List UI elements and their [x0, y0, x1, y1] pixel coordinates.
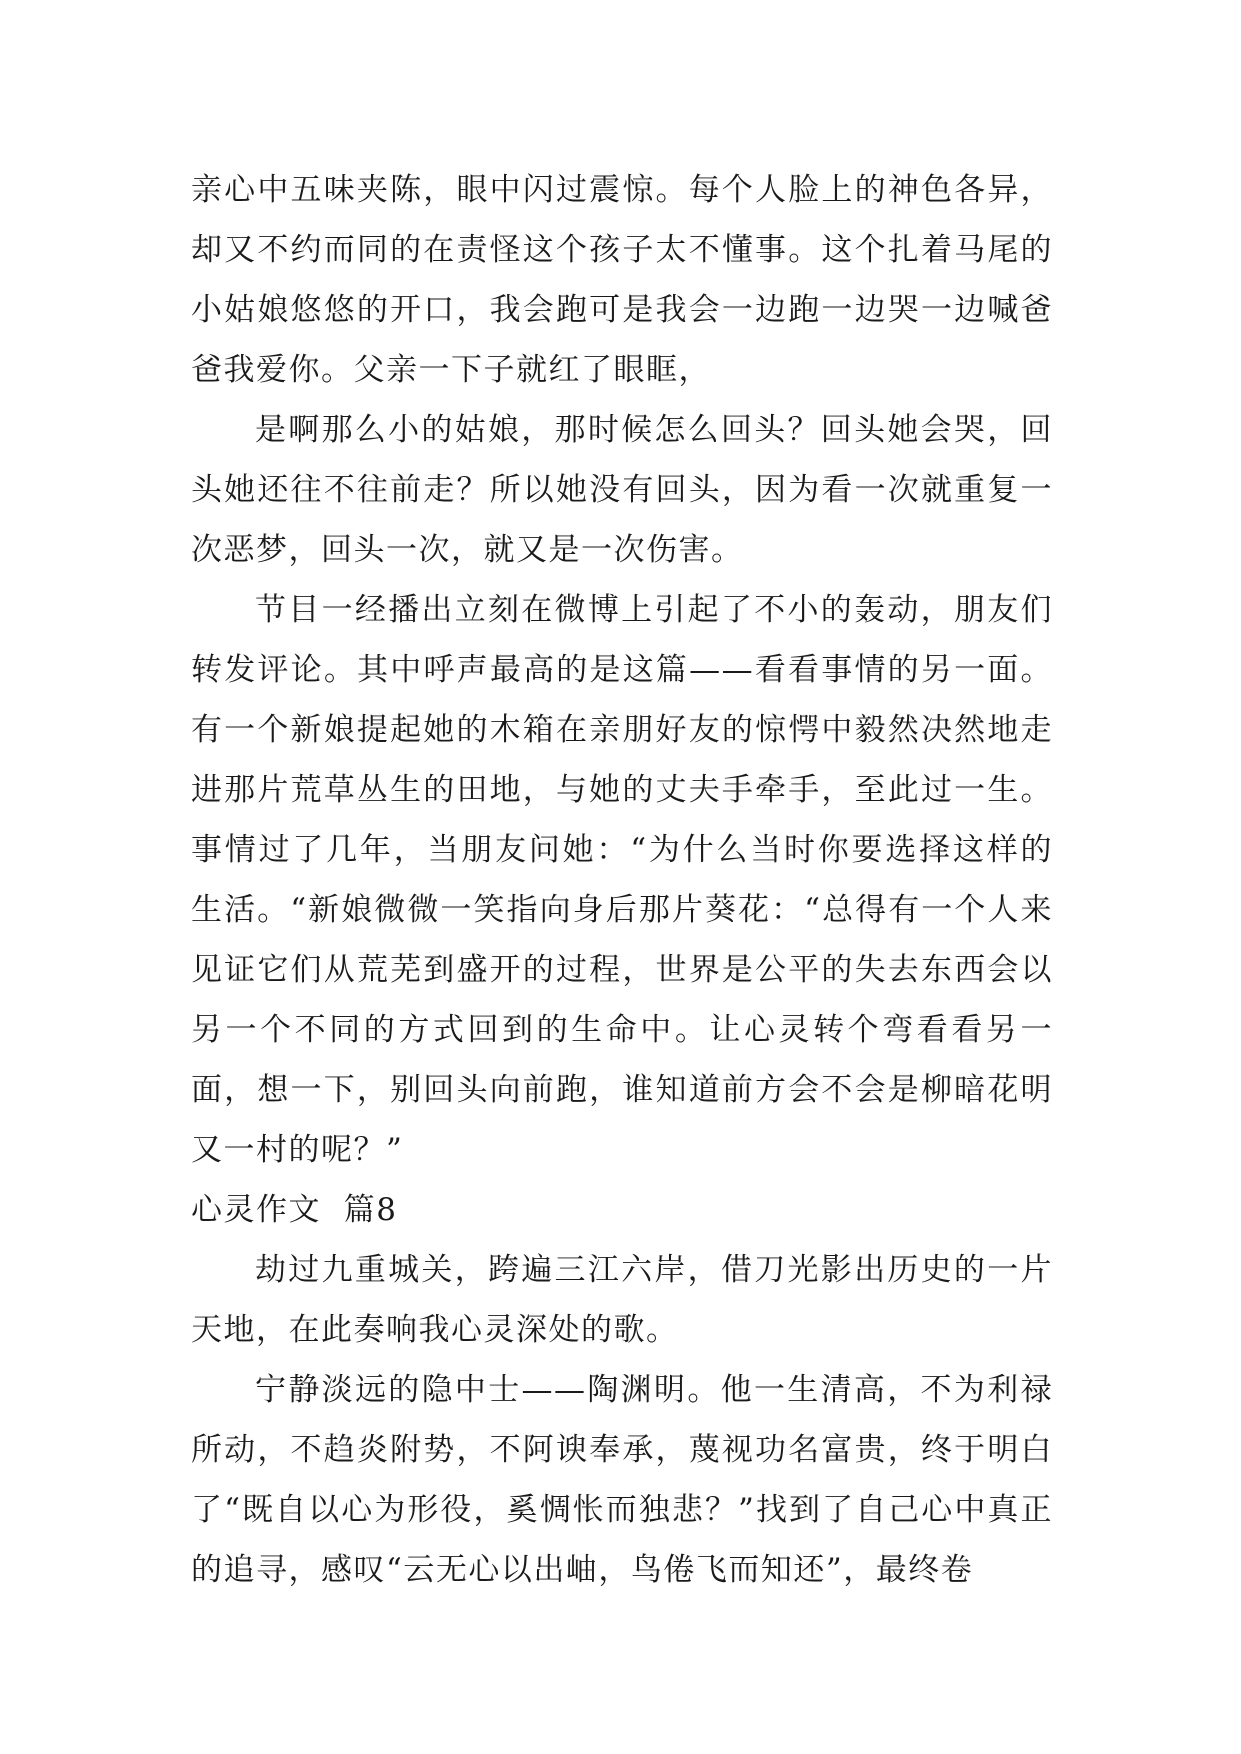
paragraph: 是啊那么小的姑娘，那时候怎么回头？回头她会哭，回头她还往不往前走？所以她没有回头，因为看一次就重复一次恶梦，回头一次，就又是一次伤害。 [191, 412, 1053, 568]
paragraph: 节目一经播出立刻在微博上引起了不小的轰动，朋友们转发评论。其中呼声最高的是这篇——看看事情的另一面。有一个新娘提起她的木箱在亲朋好友的惊愕中毅然决然地走进那片荒草丛生的田地，与她的丈夫手牵手，至此过一生。事情过了几年，当朋友问她：“为什么当时你要选择这样的生活。“新娘微微一笑指向身后那片葵花：“总得有一个人来见证它们从荒芜到盛开的过程，世界是公平的失去东西会以另一个不同的方式回到的生命中。让心灵转个弯看看另一面，想一下，别回头向前跑，谁知道前方会不会是柳暗花明又一村的呢？” [191, 592, 1053, 1168]
paragraph-continuation: 亲心中五味夹陈，眼中闪过震惊。每个人脸上的神色各异，却又不约而同的在责怪这个孩子太不懂事。这个扎着马尾的小姑娘悠悠的开口，我会跑可是我会一边跑一边哭一边喊爸爸我爱你。父亲一下子就红了眼眶， [191, 172, 1053, 388]
document-body [191, 160, 1053, 1600]
paragraph: 劫过九重城关，跨遍三江六岸，借刀光影出历史的一片天地，在此奏响我心灵深处的歌。 [191, 1252, 1053, 1348]
section-heading: 心灵作文 篇8 [191, 1192, 398, 1228]
paragraph: 宁静淡远的隐中士——陶渊明。他一生清高，不为利禄所动，不趋炎附势，不阿谀奉承，蔑视功名富贵，终于明白了“既自以心为形役，奚惆怅而独悲？”找到了自己心中真正的追寻，感叹“云无心以出岫，鸟倦飞而知还”，最终卷 [191, 1372, 1053, 1588]
